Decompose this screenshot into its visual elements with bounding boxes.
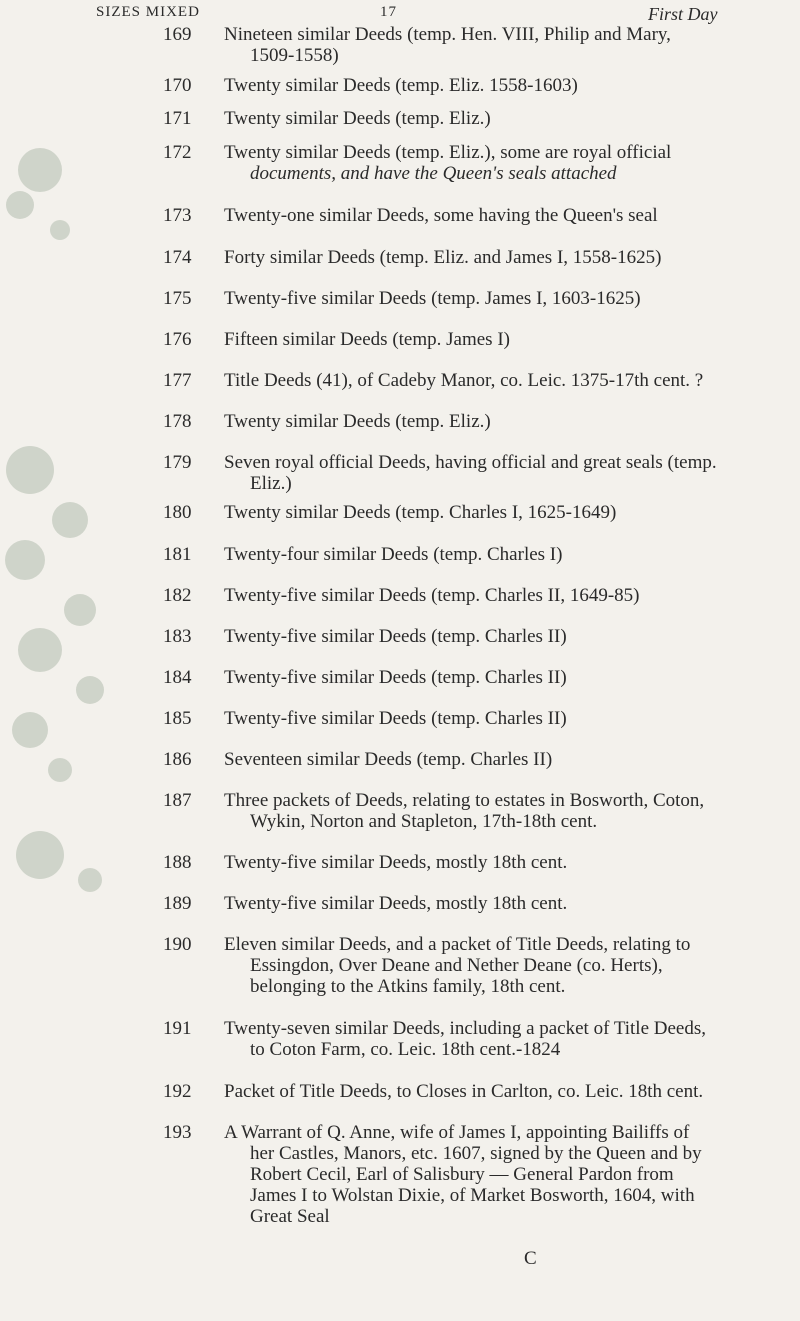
lot-description: Packet of Title Deeds, to Closes in Carlton, co. Leic. 18th cent. (224, 1081, 704, 1102)
signature-mark: C (524, 1248, 537, 1269)
lot-number: 172 (163, 142, 192, 163)
lot-number: 185 (163, 708, 192, 729)
lot-number: 174 (163, 247, 192, 268)
lot-description-cont: her Castles, Manors, etc. 1607, signed by the Queen and by (250, 1143, 702, 1164)
lot-description: Forty similar Deeds (temp. Eliz. and James I, 1558-1625) (224, 247, 662, 268)
lot-description-cont: documents, and have the Queen's seals attached (250, 163, 617, 184)
lot-description-cont: Great Seal (250, 1206, 330, 1227)
lot-description-cont: Eliz.) (250, 473, 292, 494)
lot-description: Twenty-one similar Deeds, some having the Queen's seal (224, 205, 658, 226)
lot-description: Twenty similar Deeds (temp. Eliz.) (224, 411, 491, 432)
lot-description-cont: 1509-1558) (250, 45, 339, 66)
lot-description: Twenty-four similar Deeds (temp. Charles I) (224, 544, 563, 565)
lot-description: Twenty similar Deeds (temp. Eliz. 1558-1603) (224, 75, 578, 96)
lot-number: 188 (163, 852, 192, 873)
lot-number: 193 (163, 1122, 192, 1143)
lot-description-cont: to Coton Farm, co. Leic. 18th cent.-1824 (250, 1039, 561, 1060)
lot-description: Twenty-five similar Deeds (temp. Charles II) (224, 667, 567, 688)
lot-number: 183 (163, 626, 192, 647)
lot-number: 192 (163, 1081, 192, 1102)
lot-number: 169 (163, 24, 192, 45)
lot-number: 178 (163, 411, 192, 432)
lot-description: Title Deeds (41), of Cadeby Manor, co. Leic. 1375-17th cent. ? (224, 370, 704, 391)
lot-description: Eleven similar Deeds, and a packet of Title Deeds, relating to (224, 934, 691, 955)
lot-number: 181 (163, 544, 192, 565)
lot-number: 189 (163, 893, 192, 914)
lot-description: Twenty similar Deeds (temp. Charles I, 1625-1649) (224, 502, 617, 523)
lot-description-cont: Wykin, Norton and Stapleton, 17th-18th cent. (250, 811, 598, 832)
lot-number: 190 (163, 934, 192, 955)
sale-day: First Day (648, 4, 718, 24)
lot-number: 173 (163, 205, 192, 226)
lot-number: 171 (163, 108, 192, 129)
lot-number: 176 (163, 329, 192, 350)
lot-number: 184 (163, 667, 192, 688)
lot-description-cont: belonging to the Atkins family, 18th cent. (250, 976, 566, 997)
lot-description: Twenty-five similar Deeds, mostly 18th cent. (224, 852, 568, 873)
section-title: SIZES MIXED (96, 4, 200, 20)
page-number: 17 (380, 4, 397, 20)
lot-description: Twenty-seven similar Deeds, including a packet of Title Deeds, (224, 1018, 707, 1039)
lot-number: 187 (163, 790, 192, 811)
lot-description: Twenty-five similar Deeds (temp. James I, 1603-1625) (224, 288, 641, 309)
lot-description: A Warrant of Q. Anne, wife of James I, appointing Bailiffs of (224, 1122, 690, 1143)
lot-description: Twenty-five similar Deeds (temp. Charles II) (224, 708, 567, 729)
lot-description: Seven royal official Deeds, having official and great seals (temp. (224, 452, 717, 473)
lot-description: Fifteen similar Deeds (temp. James I) (224, 329, 510, 350)
lot-description: Nineteen similar Deeds (temp. Hen. VIII, Philip and Mary, (224, 24, 671, 45)
water-stain-decoration (0, 0, 150, 900)
lot-number: 177 (163, 370, 192, 391)
lot-description-cont: Robert Cecil, Earl of Salisbury — General Pardon from (250, 1164, 674, 1185)
lot-number: 180 (163, 502, 192, 523)
lot-number: 175 (163, 288, 192, 309)
lot-number: 191 (163, 1018, 192, 1039)
lot-description-cont: Essingdon, Over Deane and Nether Deane (co. Herts), (250, 955, 663, 976)
lot-description: Three packets of Deeds, relating to estates in Bosworth, Coton, (224, 790, 705, 811)
lot-description-cont: James I to Wolstan Dixie, of Market Bosworth, 1604, with (250, 1185, 695, 1206)
lot-description: Twenty-five similar Deeds, mostly 18th cent. (224, 893, 568, 914)
lot-description: Seventeen similar Deeds (temp. Charles II) (224, 749, 553, 770)
lot-description: Twenty-five similar Deeds (temp. Charles II, 1649-85) (224, 585, 640, 606)
lot-number: 182 (163, 585, 192, 606)
lot-number: 170 (163, 75, 192, 96)
lot-description: Twenty-five similar Deeds (temp. Charles II) (224, 626, 567, 647)
lot-number: 186 (163, 749, 192, 770)
lot-description: Twenty similar Deeds (temp. Eliz.), some are royal official (224, 142, 672, 163)
lot-description: Twenty similar Deeds (temp. Eliz.) (224, 108, 491, 129)
lot-number: 179 (163, 452, 192, 473)
